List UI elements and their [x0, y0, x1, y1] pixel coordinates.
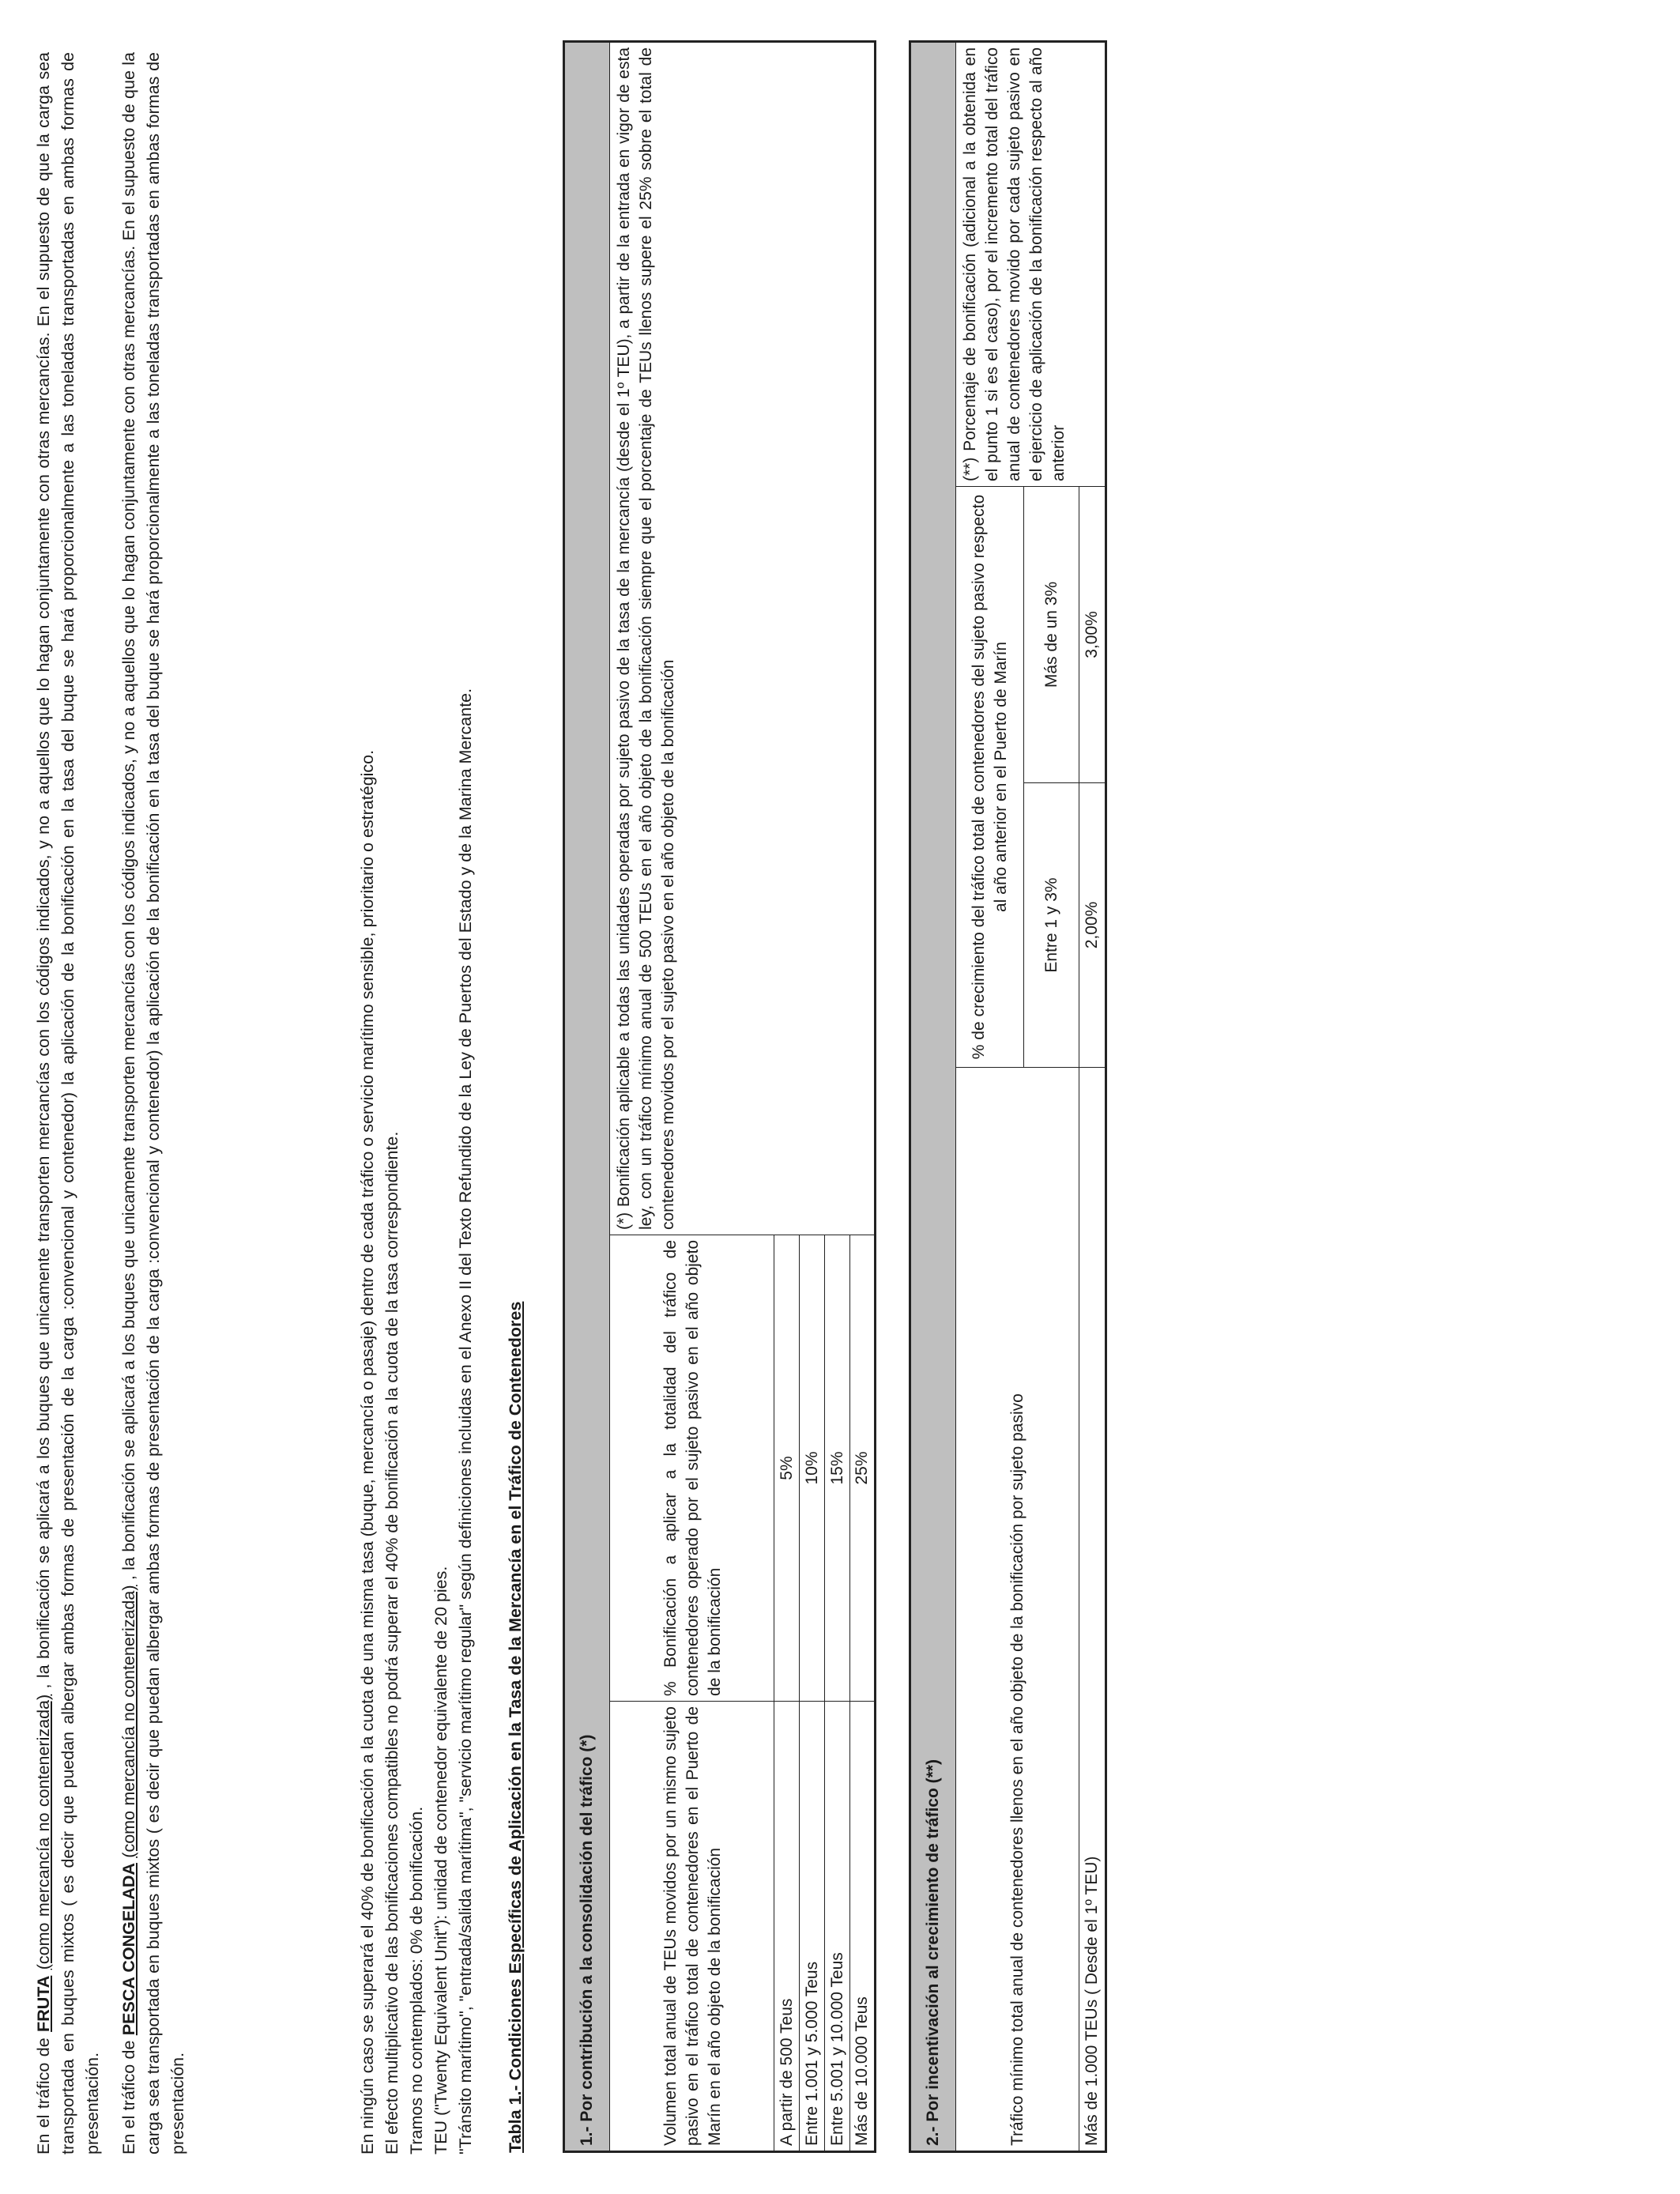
table1-range: A partir de 500 Teus [774, 1702, 800, 2152]
note-line-2: El efecto multiplicativo de las bonificaciones compatibles no podrá superar el 40% de bonificación a la cuota de la tasa correspondiente. [382, 1131, 401, 2154]
table1-note: (*) Bonificación aplicable a todas las unidades operadas por sujeto pasivo de la tasa de la mercancía (desde el 1º TEU), a partir de la entrada en vigor de esta ley, con un tráfico mínimo anual de 500 TEUs en el año objeto de la bonificación siempre que el porcentaje de TEUs llenos supere el 25% sobre el total de contenedores movidos por el sujeto pasivo en el año objeto de la bonificación [610, 42, 876, 1235]
table1-col2-header: % Bonificación a aplicar a la totalidad del tráfico de contenedores operado por el sujeto pasivo en el año objeto de la bonificación [610, 1235, 774, 1702]
table1-range: Entre 1.001 y 5.000 Teus [800, 1702, 825, 2152]
table1-pct: 25% [850, 1235, 876, 1702]
table2-note: (**) Porcentaje de bonificación (adicional a la obtenida en el punto 1 si es el caso), por el incremento total del tráfico anual de contenedores movido por cada sujeto pasivo en el ejercicio de aplicación de la bonificación respecto al año anterior [956, 41, 1106, 486]
table1-pct: 5% [774, 1235, 800, 1702]
table1-section-title: 1.- Por contribución a la consolidación del tráfico (*) [564, 42, 610, 2152]
table1-col1-header: Volumen total anual de TEUs movidos por un mismo sujeto pasivo en el tráfico total de contenedores en el Puerto de Marín en el año objeto de la bonificación [610, 1702, 774, 2152]
table2-col1-header: Tráfico mínimo total anual de contenedores llenos en el año objeto de la bonificación por sujeto pasivo [956, 1068, 1079, 2152]
table1-pct: 10% [800, 1235, 825, 1702]
paragraph-pesca: En el tráfico de PESCA CONGELADA (como mercancía no contenerizada) , la bonificación se aplicará a los buques que unicamente transporten mercancías con los códigos indicados, y no a aquellos que lo hagan conjuntamente con otras mercancías. En el supuesto de que la carga sea transportada en buques mixtos ( es decir que puedan albergar ambas formas de presentación de la carga :convencional y contenedor) la aplicación de la bonificación en la tasa del buque se hará proporcionalmente a las toneladas transportadas en ambas formas de presentación. [119, 52, 187, 2154]
table1-range: Más de 10.000 Teus [850, 1702, 876, 2152]
table2-range: Más de 1.000 TEUs ( Desde el 1º TEU) [1079, 1068, 1106, 2152]
paragraph-fruta: En el tráfico de FRUTA (como mercancía no contenerizada) , la bonificación se aplicará a los buques que unicamente transporten mercancías con los códigos indicados, y no a aquellos que lo hagan conjuntamente con otras mercancías. En el supuesto de que la carga sea transportada en buques mixtos ( es decir que puedan albergar ambas formas de presentación de la carga :convencional y contenedor) la aplicación de la bonificación en la tasa del buque se hará proporcionalmente a las toneladas transportadas en ambas formas de presentación. [34, 51, 102, 2154]
table-consolidation [563, 40, 876, 2153]
table1-range: Entre 5.001 y 10.000 Teus [825, 1702, 850, 2152]
note-line-1: En ningún caso se superará el 40% de bonificación a la cuota de una misma tasa (buque, mercancía o pasaje) dentro de cada tráfico o servicio marítimo sensible, prioritario o estratégico. [358, 749, 377, 2154]
table2-sub-b: Más de un 3% [1024, 487, 1079, 783]
table2-value-a: 2,00% [1079, 783, 1106, 1068]
table2-sub-a: Entre 1 y 3% [1024, 783, 1079, 1068]
note-line-4: TEU ("Twenty Equivalent Unit"): unidad de contenedor equivalente de 20 pies. [431, 1566, 450, 2154]
table2-value-b: 3,00% [1079, 487, 1106, 783]
table-caption: Tabla 1.- Condiciones Específicas de Aplicación en la Tasa de la Mercancía en el Tráfico de Contenedores [506, 1301, 525, 2153]
table-growth [909, 40, 1107, 2153]
table1-pct: 15% [825, 1235, 850, 1702]
note-line-3: Tramos no contemplados: 0% de bonificación. [407, 1806, 426, 2154]
note-line-5: "Tránsito marítimo", "entrada/salida marítima", "servicio marítimo regular" según definiciones incluidas en el Anexo II del Texto Refundido de la Ley de Puertos del Estado y de la Marina Mercante. [456, 688, 475, 2154]
table2-section-title: 2.- Por incentivación al crecimiento de tráfico (**) [910, 41, 956, 2151]
table2-col2-header: % de crecimiento del tráfico total de contenedores del sujeto pasivo respecto al año anterior en el Puerto de Marín [956, 487, 1024, 1068]
